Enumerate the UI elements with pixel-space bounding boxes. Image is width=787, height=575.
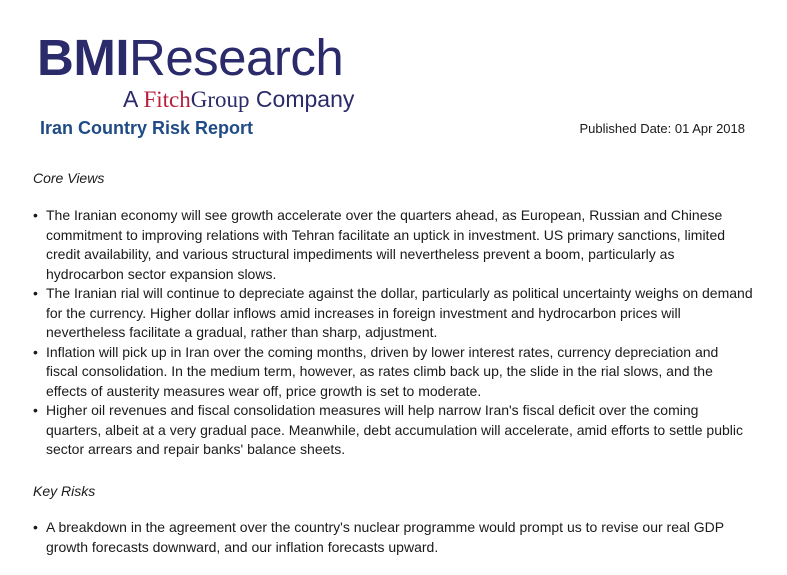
report-title: Iran Country Risk Report xyxy=(40,118,254,138)
bullet-icon: • xyxy=(33,402,38,418)
list-item-text: The Iranian rial will continue to depreciate against the dollar, particularly as political uncertainty weighs on demand for the currency. Higher dollar inflows amid increases in foreign investment and hydrocarbon prices will nevertheless facilitate a gradual, rather than sharp, adjustment. xyxy=(46,285,753,340)
list-item xyxy=(33,343,753,402)
bullet-icon: • xyxy=(33,285,38,301)
bullet-icon: • xyxy=(33,343,38,360)
key-risks-heading: Key Risks xyxy=(33,483,96,499)
published-date: Published Date: 01 Apr 2018 xyxy=(579,121,745,136)
core-views-list xyxy=(33,206,753,460)
logo-tagline xyxy=(123,85,354,114)
logo-fitch-text: Fitch xyxy=(143,87,191,112)
logo-group-text: Group xyxy=(190,87,250,112)
list-item xyxy=(33,401,753,460)
bullet-icon: • xyxy=(33,207,38,223)
list-item xyxy=(33,284,753,343)
list-item xyxy=(33,518,753,557)
list-item-text: A breakdown in the agreement over the country's nuclear programme would prompt us to revise our real GDP growth forecasts downward, and our inflation forecasts upward. xyxy=(46,519,724,555)
key-risks-list xyxy=(33,518,753,557)
list-item-text: Inflation will pick up in Iran over the coming months, driven by lower interest rates, currency depreciation and fiscal consolidation. In the medium term, however, as rates climb back up, the slide in the rial slows, and the effects of austerity measures wear off, price growth is set to moderate. xyxy=(46,343,719,399)
logo-tagline-prefix: A xyxy=(123,86,144,112)
list-item-text: The Iranian economy will see growth accelerate over the quarters ahead, as European, Russian and Chinese commitment to improving relations with Tehran facilitate an uptick in investment. US primary sanctions, limited credit availability, and various structural impediments will nevertheless prevent a boom, particularly as hydrocarbon sector expansion slows. xyxy=(46,207,726,282)
core-views-heading: Core Views xyxy=(33,170,105,186)
logo-wordmark xyxy=(37,28,343,88)
bmi-research-logo xyxy=(37,28,407,110)
logo-bmi-text: BMI xyxy=(37,29,129,86)
list-item-text: Higher oil revenues and fiscal consolidation measures will help narrow Iran's fiscal deficit over the coming quarters, albeit at a very gradual pace. Meanwhile, debt accumulation will accelerate, amid efforts to settle public sector arrears and repair banks' balance sheets. xyxy=(46,402,743,457)
logo-tagline-suffix: Company xyxy=(249,86,355,112)
logo-research-text: Research xyxy=(128,29,344,86)
bullet-icon: • xyxy=(33,519,38,535)
list-item xyxy=(33,206,753,284)
